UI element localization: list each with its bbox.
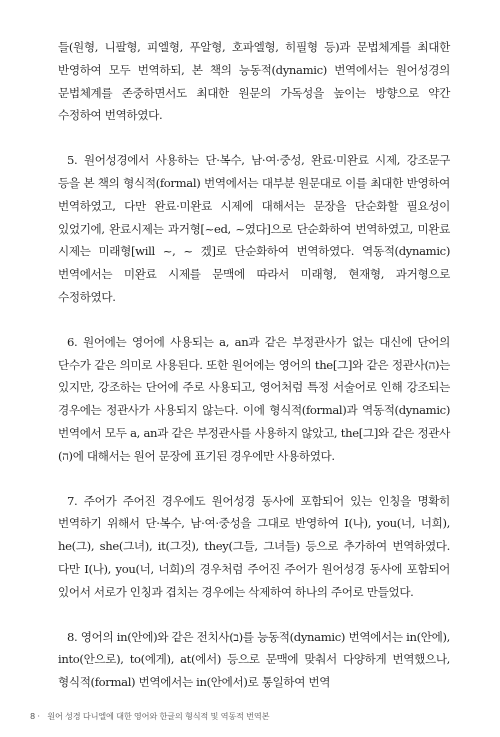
- paragraph-continued: 들(원형, 니팔형, 피엘형, 푸알형, 호파엘형, 히필형 등)과 문법체계를 최대한 반영하여 모두 번역하되, 본 책의 능동적(dynamic) 번역에서는 원어성경의 문법체계를 존중하면서도 최대한 원문의 가독성을 높이는 방향으로 약간 수정하여 번역하였다.: [58, 40, 450, 123]
- paragraph-item-8: 8. 영어의 in(안에)와 같은 전치사(ב)를 능동적(dynamic) 번역에서는 in(안에), into(안으로), to(에게), at(에서) 등으로 문맥에 맞춰서 다양하게 번역했으나, 형식적(formal) 번역에서는 in(안에서)로 통일하여 번역: [58, 629, 450, 690]
- page-footer: [30, 711, 269, 722]
- page-number: 8 ·: [30, 711, 40, 721]
- running-title: 원어 성경 다니엘에 대한 영어와 한글의 형식적 및 역동적 번역본: [47, 711, 270, 721]
- paragraph-item-5: 5. 원어성경에서 사용하는 단·복수, 남·여·중성, 완료·미완료 시제, 강조문구 등을 본 책의 형식적(formal) 번역에서는 대부분 원문대로 이를 최대한 반영하여 번역하였고, 다만 완료·미완료 시제에 대해서는 문장을 단순화할 필요성이 있었기에, 완료시제는 과거형[~ed, ~였다]으로 단순화하여 번역하였고, 미완료 시제는 미래형[will ~, ~ 겠]로 단순화하여 번역하였다. 역동적(dynamic) 번역에서는 미완료 시제를 문맥에 따라서 미래형, 현재형, 과거형으로 수정하였다.: [58, 153, 450, 304]
- page-body: [58, 36, 450, 694]
- paragraph-item-7: 7. 주어가 주어진 경우에도 원어성경 동사에 포함되어 있는 인칭을 명확히 번역하기 위해서 단·복수, 남·여·중성을 그대로 반영하여 I(나), you(너, 너희), he(그), she(그녀), it(그것), they(그들, 그녀들) 등으로 추가하여 번역하였다. 다만 I(나), you(너, 너희)의 경우처럼 주어진 주어가 원어성경 동사에 포함되어 있어서 서로가 인칭과 겹치는 경우에는 삭제하여 하나의 주어로 만들었다.: [58, 493, 450, 599]
- paragraph-item-6: 6. 원어에는 영어에 사용되는 a, an과 같은 부정관사가 없는 대신에 단어의 단수가 같은 의미로 사용된다. 또한 원어에는 영어의 the[그]와 같은 정관사(ה)는 있지만, 강조하는 단어에 주로 사용되고, 영어처럼 특정 서술어로 인해 강조되는 경우에는 정관사가 사용되지 않는다. 이에 형식적(formal)과 역동적(dynamic) 번역에서 모두 a, an과 같은 부정관사를 사용하지 않았고, the[그]와 같은 정관사(ה)에 대해서는 원어 문장에 표기된 경우에만 사용하였다.: [58, 334, 450, 463]
